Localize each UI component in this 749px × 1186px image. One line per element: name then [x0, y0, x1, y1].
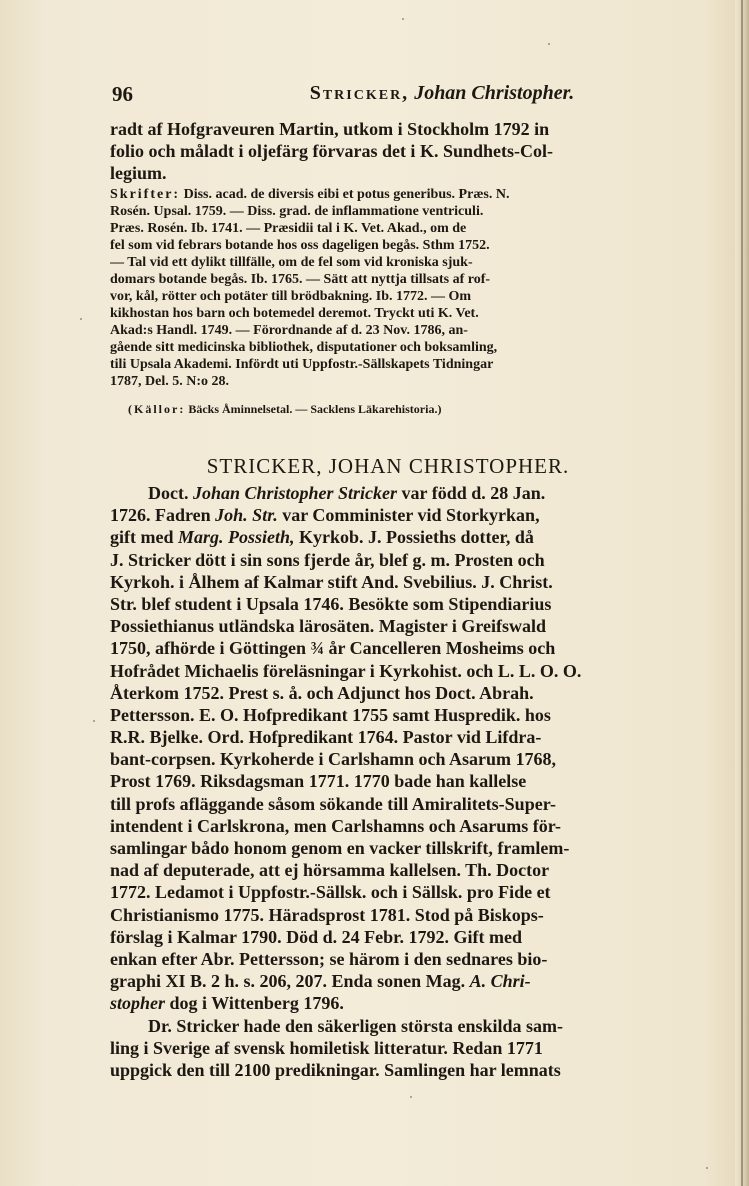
text-line [110, 970, 666, 992]
sources-label: (Källor: [128, 402, 186, 416]
text-line: samlingar bådo honom genom en vacker tillskrift, framlem- [110, 838, 570, 858]
italic-name: Joh. Str. [215, 505, 278, 526]
text-line: kikhostan hos barn och botemedel deremot. Tryckt uti K. Vet. [110, 306, 479, 321]
text-line: enkan efter Abr. Pettersson; se härom i den sednares bio- [110, 948, 548, 969]
text-line: vor, kål, rötter och potäter till brödbakning. Ib. 1772. — Om [110, 289, 472, 304]
text-line: bant-corpsen. Kyrkoherde i Carlshamn och Asarum 1768, [110, 749, 557, 770]
text-line: Prost 1769. Riksdagsman 1771. 1770 bade han kallelse [110, 771, 527, 792]
text-line: Præs. Rosén. Ib. 1741. — Præsidii tal i K. Vet. Akad., om de [110, 221, 467, 236]
text-line: legium. [110, 163, 167, 183]
text-line: Possiethianus utländska lärosäten. Magister i Greifswald [110, 616, 547, 637]
text-line: folio och måladt i oljefärg förvaras det i K. Sundhets-Col- [110, 141, 553, 161]
writings-list [110, 186, 666, 390]
text-run: var född d. 28 Jan. [401, 483, 546, 503]
writings-text: Diss. acad. de diversis eibi et potus generibus. Præs. N. [183, 187, 510, 202]
text-run: var Comminister vid Storkyrkan, [282, 505, 540, 526]
text-run: graphi XI B. 2 h. s. 206, 207. Enda sonen Mag. [110, 971, 466, 992]
ink-speck [706, 1167, 708, 1169]
text-line: 1787, Del. 5. N:o 28. [110, 374, 229, 389]
italic-name: stopher [110, 993, 166, 1014]
page-header [112, 82, 672, 108]
writings-label: Skrifter: [110, 187, 181, 202]
italic-name: A. Chri- [469, 971, 531, 992]
text-line: Str. blef student i Upsala 1746. Besökte som Stipendiarius [110, 593, 552, 614]
text-line: J. Stricker dött i sin sons fjerde år, blef g. m. Prosten och [110, 549, 545, 570]
text-line [110, 186, 666, 203]
sources-text: Bäcks Åminnelsetal. — Sacklens Läkarehistoria.) [188, 402, 442, 416]
text-line: ling i Sverige af svensk homiletisk litteratur. Redan 1771 [110, 1037, 543, 1058]
text-line: 1750, afhörde i Göttingen ¾ år Cancelleren Mosheims och [110, 638, 556, 659]
text-line: Dr. Stricker hade den säkerligen största enskilda sam- [148, 1015, 564, 1036]
text-line [110, 992, 666, 1014]
text-run: Doct. [148, 483, 189, 503]
text-line: Rosén. Upsal. 1759. — Diss. grad. de inflammatione ventriculi. [110, 204, 484, 219]
ink-speck [402, 18, 404, 20]
ink-speck [80, 318, 82, 320]
text-line: uppgick den till 2100 predikningar. Samlingen har lemnats [110, 1059, 561, 1080]
text-run: 1726. Fadren [110, 505, 211, 526]
text-line [110, 482, 666, 504]
italic-name: Johan Christopher Stricker [192, 483, 398, 503]
text-line: fel som vid febrars botande hos oss dageligen begås. Sthm 1752. [110, 238, 490, 253]
sources-note [128, 401, 684, 417]
text-line [110, 504, 666, 526]
text-line: Pettersson. E. O. Hofpredikant 1755 samt Huspredik. hos [110, 704, 551, 725]
running-head-surname: Stricker, [309, 82, 410, 104]
text-line: Akad:s Handl. 1749. — Förordnande af d. 23 Nov. 1786, an- [110, 323, 468, 338]
text-line: Hofrådet Michaelis föreläsningar i Kyrkohist. och L. L. O. O. [110, 660, 582, 681]
previous-entry-ending [110, 118, 666, 184]
text-run: gift med [110, 527, 174, 548]
text-line: 1772. Ledamot i Uppfostr.-Sällsk. och i Sällsk. pro Fide et [110, 882, 551, 903]
page-number: 96 [112, 82, 133, 106]
text-line: nad af deputerade, att ej hörsamma kallelsen. Th. Doctor [110, 860, 550, 881]
entry-body [110, 482, 666, 1081]
text-run: Kyrkob. J. Possieths dotter, då [299, 527, 534, 548]
entry-title: STRICKER, JOHAN CHRISTOPHER. [206, 454, 570, 478]
italic-name: Marg. Possieth, [177, 527, 295, 548]
ink-speck [93, 720, 95, 722]
text-line: till profs afläggande såsom sökande till Amiralitets-Super- [110, 793, 557, 814]
text-run: dog i Wittenberg 1796. [169, 993, 344, 1014]
text-line: domars botande begås. Ib. 1765. — Sätt att nyttja tillsats af rof- [110, 272, 491, 287]
text-line [128, 401, 684, 417]
text-line: radt af Hofgraveuren Martin, utkom i Stockholm 1792 in [110, 119, 550, 139]
text-line: — Tal vid ett dylikt tillfälle, om de fel som vid kroniska sjuk- [110, 255, 473, 270]
binding-line [741, 0, 743, 1186]
running-head-given-names: Johan Christopher. [414, 82, 575, 104]
text-line: tili Upsala Akademi. Infördt uti Uppfostr.-Sällskapets Tidningar [110, 357, 494, 372]
text-line: gående sitt medicinska bibliothek, disputationer och boksamling, [110, 340, 498, 355]
text-line: R.R. Bjelke. Ord. Hofpredikant 1764. Pastor vid Lifdra- [110, 727, 542, 748]
running-head [232, 82, 652, 105]
ink-speck [548, 43, 550, 45]
text-line: Kyrkoh. i Ålhem af Kalmar stift And. Svebilius. J. Christ. [110, 571, 553, 592]
text-line: Återkom 1752. Prest s. å. och Adjunct hos Doct. Abrah. [110, 682, 534, 703]
text-line: Christianismo 1775. Häradsprost 1781. Stod på Biskops- [110, 904, 544, 925]
text-line [110, 526, 666, 548]
text-line: förslag i Kalmar 1790. Död d. 24 Febr. 1792. Gift med [110, 926, 522, 947]
text-line: intendent i Carlskrona, men Carlshamns och Asarums för- [110, 815, 562, 836]
ink-speck [410, 1096, 412, 1098]
